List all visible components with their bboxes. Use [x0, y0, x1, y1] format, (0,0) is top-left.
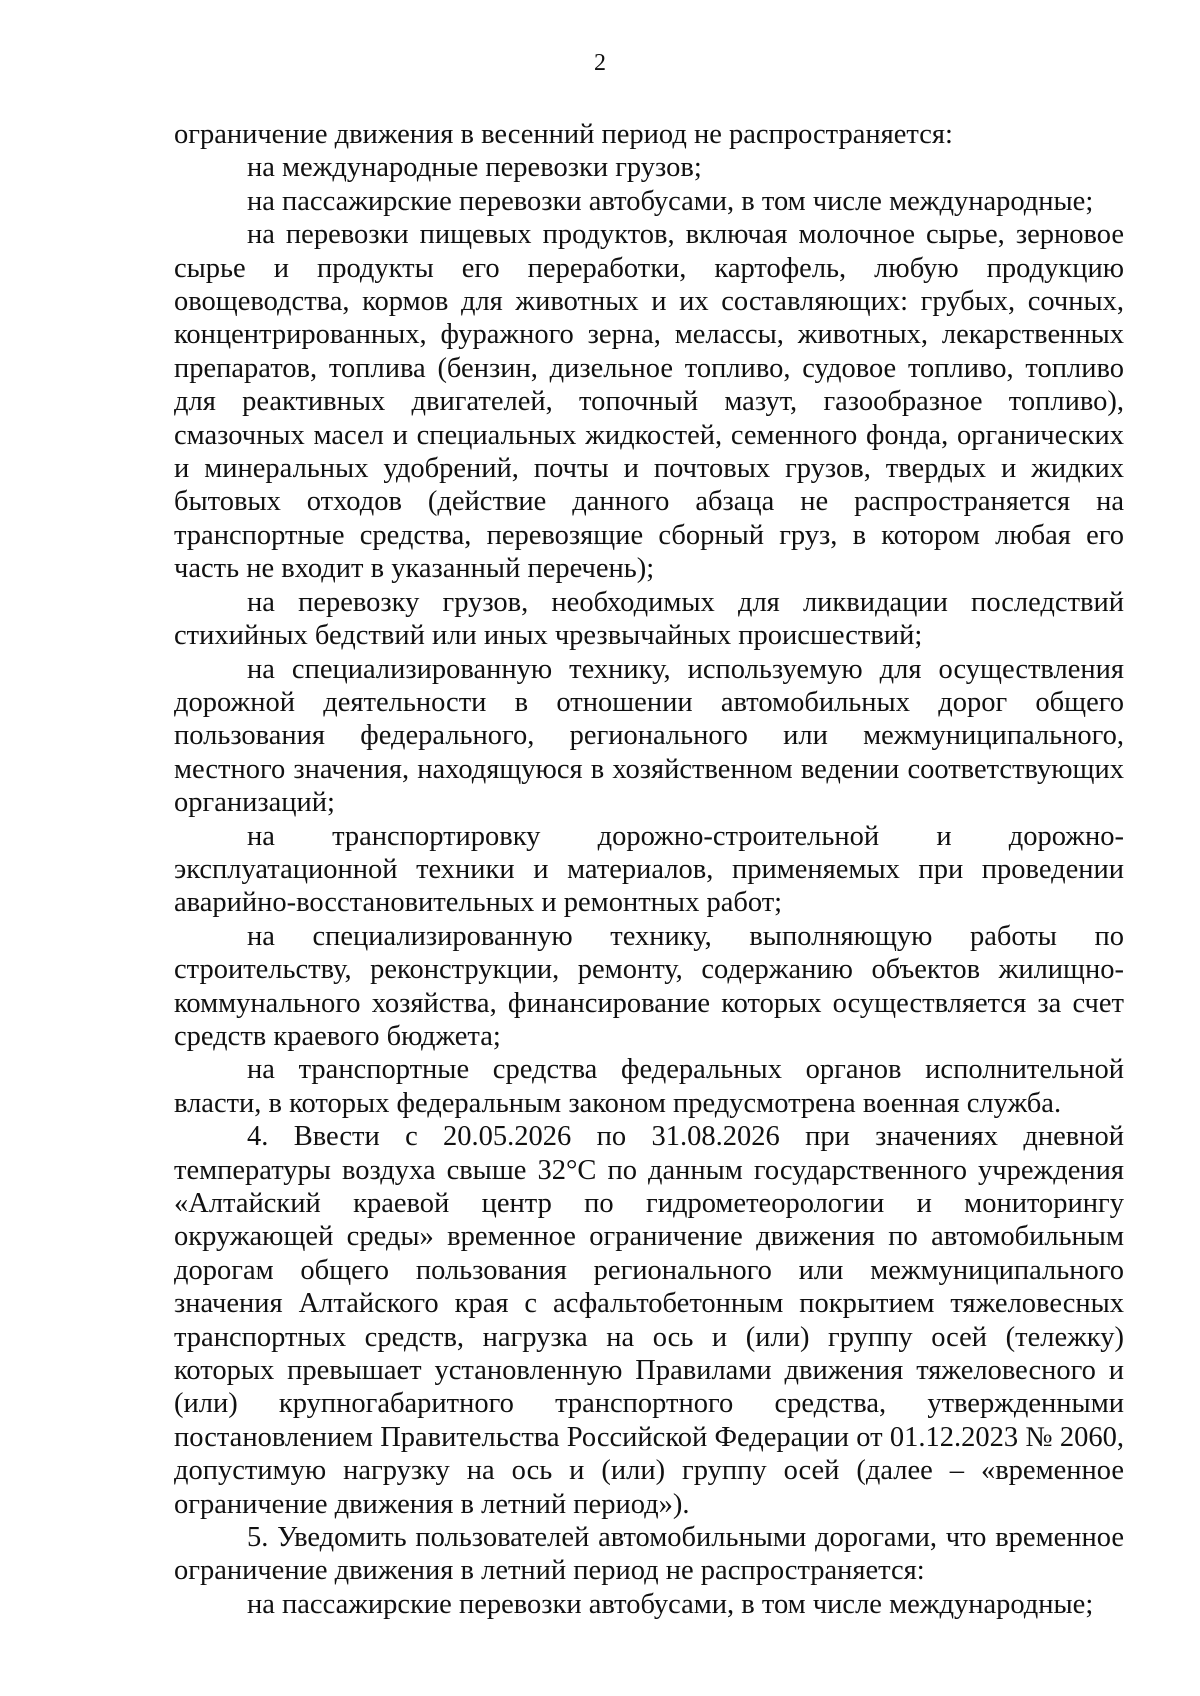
paragraph: на пассажирские перевозки автобусами, в том числе международные; — [247, 1588, 1094, 1620]
paragraph: на международные перевозки грузов; — [247, 152, 702, 184]
paragraph: на транспортные средства федеральных органов исполнительной власти, в которых федеральным законом предусмотрена военная служба. — [174, 1054, 1124, 1119]
document-body — [174, 118, 1124, 1621]
paragraph: на перевозку грузов, необходимых для ликвидации последствий стихийных бедствий или иных чрезвычайных происшествий; — [174, 586, 1124, 652]
paragraph: на транспортировку дорожно-строительной и дорожно-эксплуатационной техники и материалов, применяемых при проведении аварийно-восстановительных и ремонтных работ; — [174, 820, 1124, 919]
page-number: 2 — [594, 50, 606, 76]
paragraph: 4. Ввести с 20.05.2026 по 31.08.2026 при значениях дневной температуры воздуха свыше 32°С по данным государственного учреждения «Алтайский краевой центр по гидрометеорологии и мониторингу окружающей среды» временное ограничение движения по автомобильным дорогам общего пользования регионального или межмуниципального значения Алтайского края с асфальтобетонным покрытием тяжеловесных транспортных средств, нагрузка на ось и (или) группу осей (тележку) которых превышает установленную Правилами движения тяжеловесного и (или) крупногабаритного транспортного средства, утвержденными постановлением Правительства Российской Федерации от 01.12.2023 № 2060, допустимую нагрузку на ось и (или) группу осей (далее – «временное ограничение движения в летний период»). — [174, 1121, 1124, 1520]
paragraph: 5. Уведомить пользователей автомобильными дорогами, что временное ограничение движения в летний период не распространяется: — [174, 1522, 1124, 1587]
paragraph: на пассажирские перевозки автобусами, в том числе международные; — [247, 185, 1094, 217]
paragraph: на специализированную технику, выполняющую работы по строительству, реконструкции, ремонту, содержанию объектов жилищно-коммунального хозяйства, финансирование которых осуществляется за счет средств краевого бюджета; — [174, 920, 1124, 1052]
paragraph: на специализированную технику, используемую для осуществления дорожной деятельности в отношении автомобильных дорог общего пользования федерального, регионального или межмуниципального, местного значения, находящуюся в хозяйственном ведении соответствующих организаций; — [174, 653, 1124, 819]
paragraph: ограничение движения в весенний период не распространяется: — [174, 119, 953, 150]
paragraph: на перевозки пищевых продуктов, включая молочное сырье, зерновое сырье и продукты его переработки, картофель, любую продукцию овощеводства, кормов для животных и их составляющих: грубых, сочных, концентрированных, фуражного зерна, мелассы, животных, лекарственных препаратов, топлива (бензин, дизельное топливо, судовое топливо, топливо для реактивных двигателей, топочный мазут, газообразное топливо), смазочных масел и специальных жидкостей, семенного фонда, органических и минеральных удобрений, почты и почтовых грузов, твердых и жидких бытовых отходов (действие данного абзаца не распространяется на транспортные средства, перевозящие сборный груз, в котором любая его часть не входит в указанный перечень); — [174, 219, 1124, 585]
